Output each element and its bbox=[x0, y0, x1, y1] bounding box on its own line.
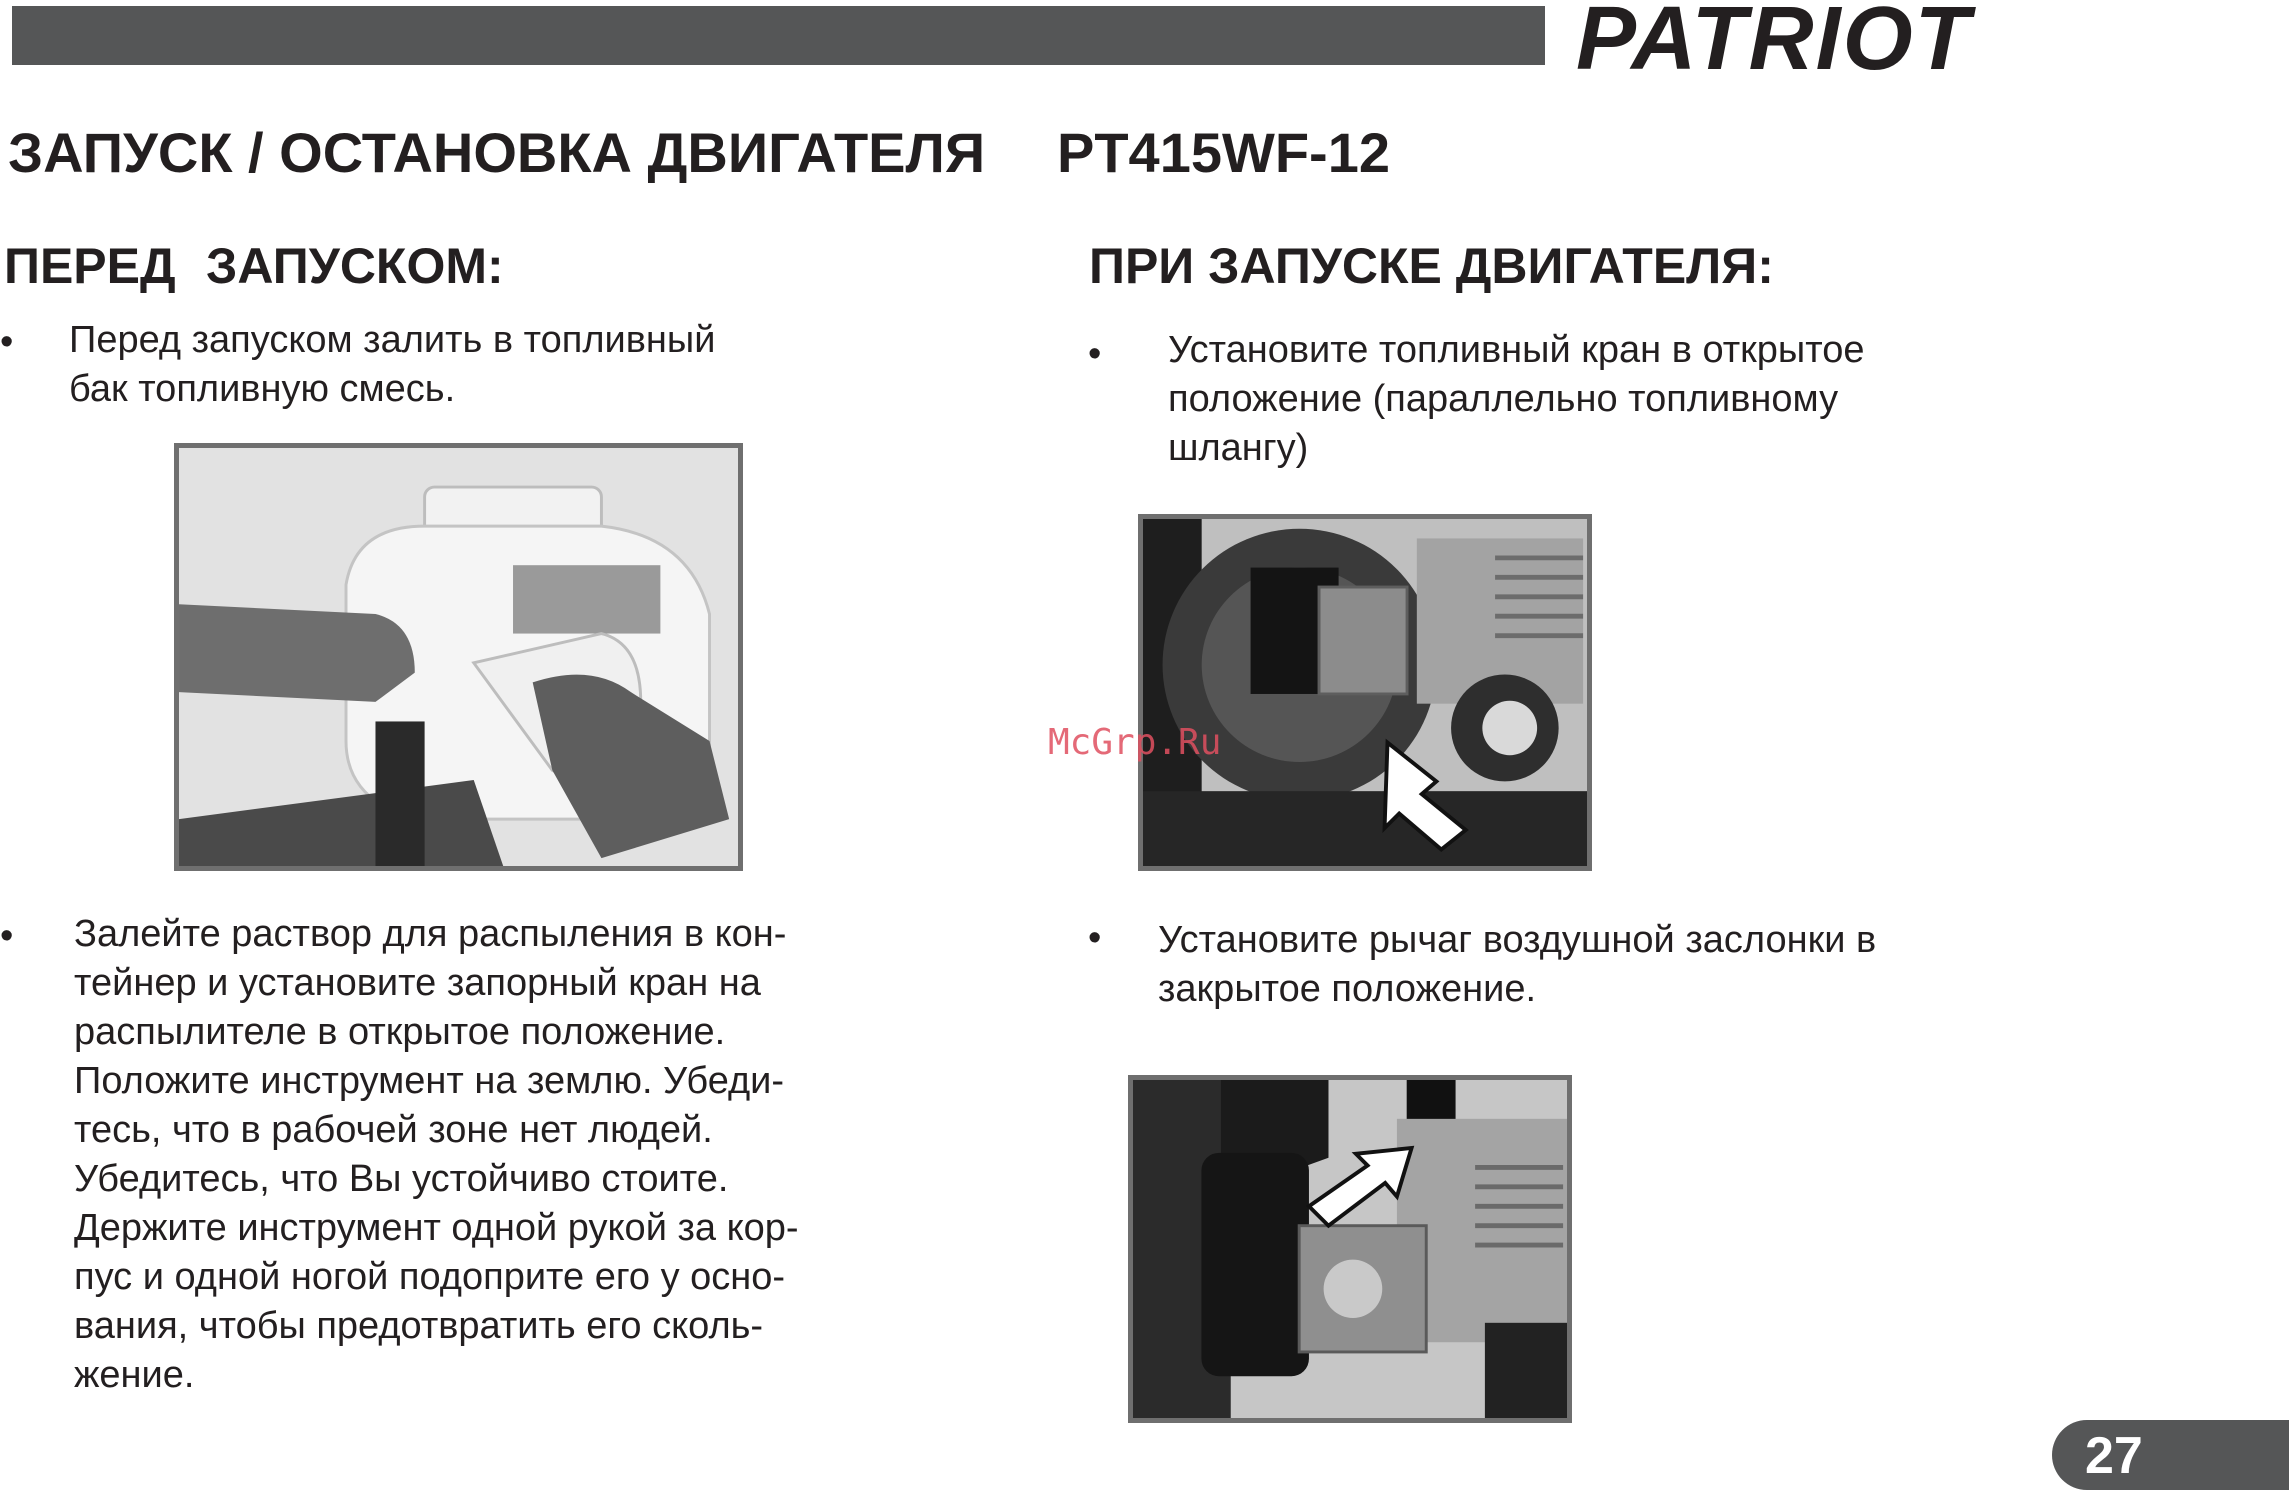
photo-fuel-valve bbox=[1138, 514, 1592, 871]
right-bullet1-text bbox=[1168, 326, 1864, 473]
page-number: 27 bbox=[2085, 1427, 2143, 1485]
text-line: закрытое положение. bbox=[1158, 968, 1537, 1010]
bullet-marker: • bbox=[1088, 333, 1102, 375]
right-bullet2-text bbox=[1158, 916, 1876, 1014]
text-line: распылителе в открытое положение. bbox=[74, 1011, 726, 1053]
right-heading: ПРИ ЗАПУСКЕ ДВИГАТЕЛЯ: bbox=[1089, 238, 1774, 294]
text-line: Залейте раствор для распыления в кон- bbox=[74, 913, 787, 955]
text-line: пус и одной ногой подоприте его у осно- bbox=[74, 1256, 786, 1298]
text-line: Убедитесь, что Вы устойчиво стоите. bbox=[74, 1158, 729, 1200]
bullet-marker: • bbox=[0, 915, 14, 957]
bullet-marker: • bbox=[0, 321, 14, 363]
text-line: Положите инструмент на землю. Убеди- bbox=[74, 1060, 785, 1102]
text-line: положение (параллельно топливному bbox=[1168, 378, 1839, 420]
left-heading-part2: ЗАПУСКОМ: bbox=[206, 238, 504, 294]
text-line: Установите топливный кран в открытое bbox=[1168, 329, 1865, 371]
page-number-badge bbox=[2052, 1420, 2289, 1490]
brand-logo: PATRIOT bbox=[1576, 0, 1972, 89]
photo-choke-lever bbox=[1128, 1075, 1572, 1423]
text-line: тесь, что в рабочей зоне нет людей. bbox=[74, 1109, 713, 1151]
text-line: жение. bbox=[74, 1354, 195, 1396]
watermark: McGrp.Ru bbox=[1048, 722, 1222, 763]
section-title: ЗАПУСК / ОСТАНОВКА ДВИГАТЕЛЯ bbox=[8, 121, 986, 184]
text-line: Перед запуском залить в топливный bbox=[69, 319, 716, 361]
text-line: шлангу) bbox=[1168, 427, 1309, 469]
text-line: вания, чтобы предотвратить его сколь- bbox=[74, 1305, 764, 1347]
text-line: бак топливную смесь. bbox=[69, 368, 456, 410]
text-line: Держите инструмент одной рукой за кор- bbox=[74, 1207, 799, 1249]
text-line: Установите рычаг воздушной заслонки в bbox=[1158, 919, 1877, 961]
photo-filling-tank bbox=[174, 443, 743, 871]
bullet-marker: • bbox=[1088, 917, 1102, 959]
left-bullet1-text bbox=[69, 316, 715, 414]
text-line: тейнер и установите запорный кран на bbox=[74, 962, 761, 1004]
model-number: PT415WF-12 bbox=[1057, 121, 1390, 184]
left-heading-part1: ПЕРЕД bbox=[4, 238, 176, 294]
left-bullet2-text bbox=[74, 910, 799, 1400]
header-bar bbox=[12, 6, 1545, 65]
